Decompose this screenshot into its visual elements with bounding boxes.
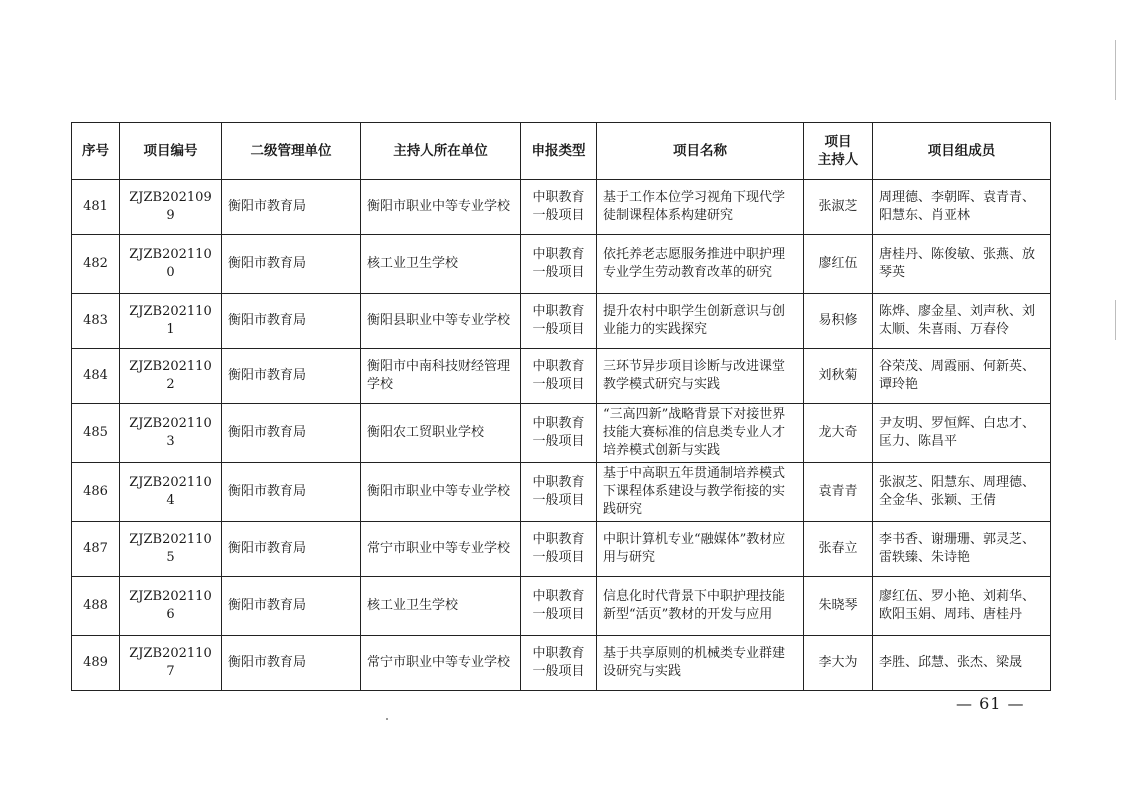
cell-row-number: 484	[72, 349, 120, 404]
cell-project-code: ZJZB2021103	[120, 404, 222, 463]
cell-project-host: 李大为	[804, 636, 873, 691]
header-name: 项目名称	[597, 123, 804, 180]
table-row	[72, 522, 1051, 577]
cell-project-host: 刘秋菊	[804, 349, 873, 404]
cell-management-unit: 衡阳市教育局	[222, 294, 361, 349]
cell-application-type: 中职教育一般项目	[521, 404, 597, 463]
cell-project-host: 易积修	[804, 294, 873, 349]
cell-project-code: ZJZB2021100	[120, 235, 222, 294]
cell-application-type: 中职教育一般项目	[521, 522, 597, 577]
cell-project-host: 龙大奇	[804, 404, 873, 463]
cell-row-number: 489	[72, 636, 120, 691]
cell-host-unit: 衡阳市中南科技财经管理学校	[361, 349, 521, 404]
scan-edge-mark	[1115, 300, 1116, 340]
table-row	[72, 294, 1051, 349]
cell-row-number: 487	[72, 522, 120, 577]
cell-project-code: ZJZB2021107	[120, 636, 222, 691]
header-code: 项目编号	[120, 123, 222, 180]
cell-project-members: 尹友明、罗恒辉、白忠才、匡力、陈昌平	[873, 404, 1051, 463]
cell-project-name: 中职计算机专业“融媒体”教材应用与研究	[597, 522, 804, 577]
cell-management-unit: 衡阳市教育局	[222, 180, 361, 235]
cell-project-host: 廖红伍	[804, 235, 873, 294]
table-header-row	[72, 123, 1051, 180]
table-row	[72, 404, 1051, 463]
cell-host-unit: 常宁市职业中等专业学校	[361, 636, 521, 691]
cell-project-host: 张春立	[804, 522, 873, 577]
cell-project-name: 信息化时代背景下中职护理技能新型“活页”教材的开发与应用	[597, 577, 804, 636]
header-no: 序号	[72, 123, 120, 180]
cell-host-unit: 核工业卫生学校	[361, 235, 521, 294]
cell-project-name: 基于共享原则的机械类专业群建设研究与实践	[597, 636, 804, 691]
project-table	[71, 122, 1051, 691]
header-unit: 主持人所在单位	[361, 123, 521, 180]
cell-project-name: 基于中高职五年贯通制培养模式下课程体系建设与教学衔接的实践研究	[597, 463, 804, 522]
cell-host-unit: 衡阳农工贸职业学校	[361, 404, 521, 463]
scan-edge-mark	[1115, 40, 1116, 100]
cell-project-code: ZJZB2021099	[120, 180, 222, 235]
cell-project-members: 李书香、谢珊珊、郭灵芝、雷轶臻、朱诗艳	[873, 522, 1051, 577]
cell-project-members: 陈烨、廖金星、刘声秋、刘太顺、朱喜雨、万春伶	[873, 294, 1051, 349]
cell-host-unit: 核工业卫生学校	[361, 577, 521, 636]
cell-project-code: ZJZB2021104	[120, 463, 222, 522]
cell-project-code: ZJZB2021106	[120, 577, 222, 636]
header-members: 项目组成员	[873, 123, 1051, 180]
cell-management-unit: 衡阳市教育局	[222, 463, 361, 522]
cell-management-unit: 衡阳市教育局	[222, 404, 361, 463]
cell-project-members: 廖红伍、罗小艳、刘莉华、欧阳玉娟、周玮、唐桂丹	[873, 577, 1051, 636]
cell-application-type: 中职教育一般项目	[521, 349, 597, 404]
cell-application-type: 中职教育一般项目	[521, 180, 597, 235]
cell-project-members: 张淑芝、阳慧东、周理德、全金华、张颖、王倩	[873, 463, 1051, 522]
scan-speck	[386, 718, 388, 720]
cell-project-code: ZJZB2021105	[120, 522, 222, 577]
cell-project-name: 提升农村中职学生创新意识与创业能力的实践探究	[597, 294, 804, 349]
cell-management-unit: 衡阳市教育局	[222, 522, 361, 577]
cell-row-number: 483	[72, 294, 120, 349]
cell-project-name: 三环节异步项目诊断与改进课堂教学模式研究与实践	[597, 349, 804, 404]
table-row	[72, 235, 1051, 294]
cell-project-members: 谷荣茂、周霞丽、何新英、谭玲艳	[873, 349, 1051, 404]
cell-host-unit: 衡阳县职业中等专业学校	[361, 294, 521, 349]
cell-host-unit: 常宁市职业中等专业学校	[361, 522, 521, 577]
cell-application-type: 中职教育一般项目	[521, 235, 597, 294]
cell-management-unit: 衡阳市教育局	[222, 349, 361, 404]
cell-row-number: 485	[72, 404, 120, 463]
cell-project-name: “三高四新”战略背景下对接世界技能大赛标准的信息类专业人才培养模式创新与实践	[597, 404, 804, 463]
cell-project-code: ZJZB2021102	[120, 349, 222, 404]
table-row	[72, 463, 1051, 522]
cell-row-number: 486	[72, 463, 120, 522]
cell-project-members: 周理德、李朝晖、袁青青、阳慧东、肖亚林	[873, 180, 1051, 235]
cell-application-type: 中职教育一般项目	[521, 636, 597, 691]
cell-management-unit: 衡阳市教育局	[222, 235, 361, 294]
cell-application-type: 中职教育一般项目	[521, 294, 597, 349]
cell-application-type: 中职教育一般项目	[521, 577, 597, 636]
table-row	[72, 180, 1051, 235]
cell-project-members: 唐桂丹、陈俊敏、张燕、放琴英	[873, 235, 1051, 294]
header-type: 申报类型	[521, 123, 597, 180]
cell-management-unit: 衡阳市教育局	[222, 636, 361, 691]
cell-project-members: 李胜、邱慧、张杰、梁晟	[873, 636, 1051, 691]
page-number: — 61 —	[956, 694, 1025, 713]
cell-row-number: 488	[72, 577, 120, 636]
table-row	[72, 636, 1051, 691]
cell-host-unit: 衡阳市职业中等专业学校	[361, 463, 521, 522]
header-manager: 二级管理单位	[222, 123, 361, 180]
cell-row-number: 481	[72, 180, 120, 235]
cell-project-host: 朱晓琴	[804, 577, 873, 636]
cell-project-name: 基于工作本位学习视角下现代学徒制课程体系构建研究	[597, 180, 804, 235]
cell-management-unit: 衡阳市教育局	[222, 577, 361, 636]
cell-project-name: 依托养老志愿服务推进中职护理专业学生劳动教育改革的研究	[597, 235, 804, 294]
cell-project-host: 张淑芝	[804, 180, 873, 235]
table-row	[72, 577, 1051, 636]
header-host: 项目 主持人	[804, 123, 873, 180]
cell-application-type: 中职教育一般项目	[521, 463, 597, 522]
table-row	[72, 349, 1051, 404]
cell-project-code: ZJZB2021101	[120, 294, 222, 349]
cell-host-unit: 衡阳市职业中等专业学校	[361, 180, 521, 235]
cell-project-host: 袁青青	[804, 463, 873, 522]
cell-row-number: 482	[72, 235, 120, 294]
